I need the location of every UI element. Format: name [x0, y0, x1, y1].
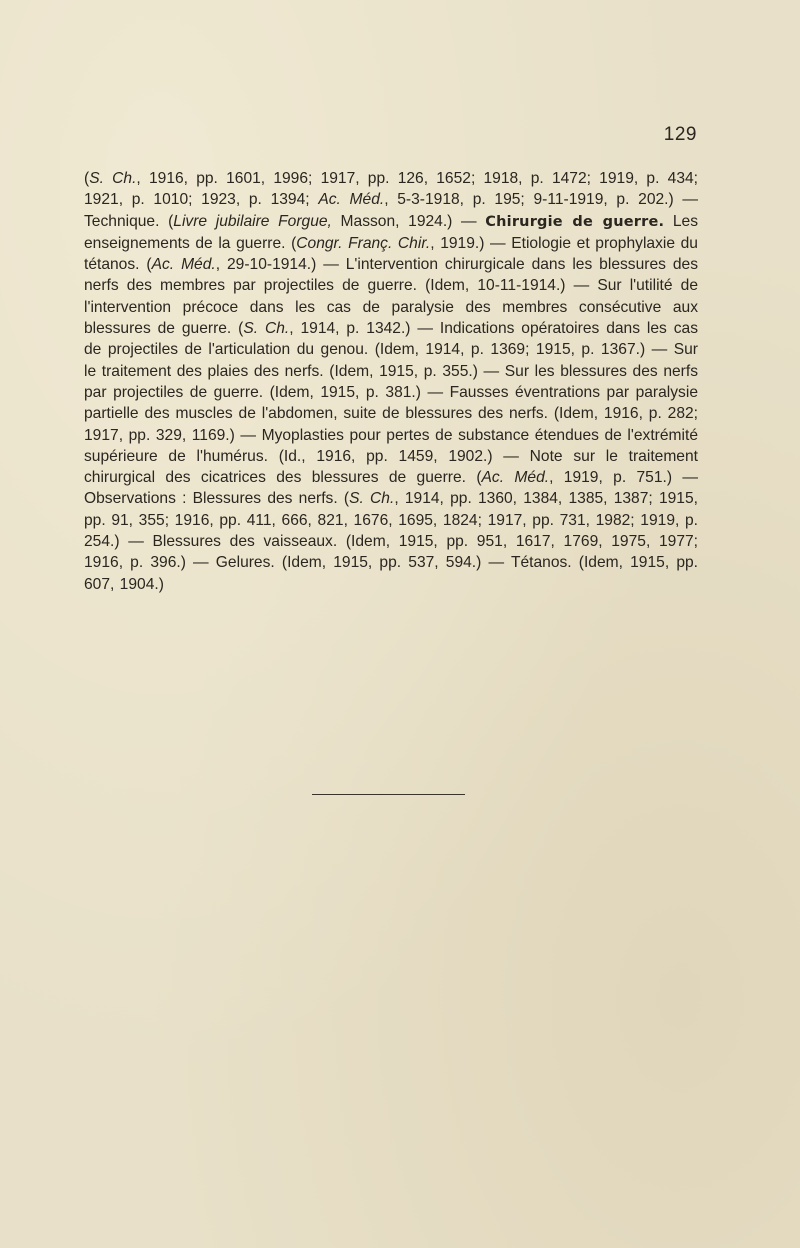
text-run: Les enseignements de la guerre. ( [84, 212, 699, 252]
text-run: , 1919, p. 751.) — Observations : Blessures des nerfs. ( [84, 469, 698, 508]
bibliography-paragraph [84, 168, 698, 595]
journal-abbrev: Ac. Méd. [151, 256, 216, 274]
journal-abbrev: Congr. Franç. Chir. [296, 234, 431, 252]
section-heading: Chirurgie de guerre. [485, 213, 665, 230]
section-divider [312, 794, 465, 795]
text-run: , 1916, pp. 1601, 1996; 1917, pp. 126, 1652; 1918, p. 1472; 1919, p. 434; 1921, p. 1010; 1923, p. 1394; [84, 170, 698, 209]
text-run: ( [84, 170, 90, 187]
page-number: 129 [663, 124, 697, 145]
journal-abbrev: S. Ch. [349, 490, 395, 508]
journal-abbrev: Ac. Méd. [318, 191, 385, 209]
text-run: , 5-3-1918, p. 195; 9-11-1919, p. 202.) — Technique. ( [84, 191, 698, 230]
journal-abbrev: Ac. Méd. [481, 469, 550, 487]
journal-abbrev: S. Ch. [243, 320, 290, 338]
text-run: , 1914, p. 1342.) — Indications opératoires dans les cas de projectiles de l'articulation du genou. (Idem, 1914, p. 1369; 1915, p. 1367.) — Sur le traitement des plaies des nerfs. (Idem, 1915, p. 355.) — Sur les blessures des nerfs par projectiles de guerre. (Idem, 1915, p. 381.) — Fausses éventrations par paralysie partielle des muscles de l'abdomen, suite de blessures des nerfs. (Idem, 1916, p. 282; 1917, pp. 329, 1169.) — Myoplasties pour pertes de substance étendues de l'extrémité supérieure de l'humérus. (Id., 1916, pp. 1459, 1902.) — Note sur le traitement chirurgical des cicatrices des blessures de guerre. ( [84, 320, 698, 487]
journal-abbrev: S. Ch. [89, 170, 137, 187]
text-run: , 1919.) — Etiologie et prophylaxie du tétanos. ( [84, 234, 698, 274]
text-run: , 29-10-1914.) — L'intervention chirurgicale dans les blessures des nerfs des membres par projectiles de guerre. (Idem, 10-11-1914.) — Sur l'utilité de l'intervention précoce dans les cas de paralysie des membres consécutive aux blessures de guerre. ( [84, 256, 698, 338]
text-run: , 1914, pp. 1360, 1384, 1385, 1387; 1915, pp. 91, 355; 1916, pp. 411, 666, 821, 1676, 1695, 1824; 1917, pp. 731, 1982; 1919, p. 254.) — Blessures des vaisseaux. (Idem, 1915, pp. 951, 1617, 1769, 1975, 1977; 1916, p. 396.) — Gelures. (Idem, 1915, pp. 537, 594.) — Tétanos. (Idem, 1915, pp. 607, 1904.) [84, 490, 698, 593]
book-title: Livre jubilaire Forgue, [173, 212, 332, 230]
text-run: Masson, 1924.) — [331, 212, 486, 230]
